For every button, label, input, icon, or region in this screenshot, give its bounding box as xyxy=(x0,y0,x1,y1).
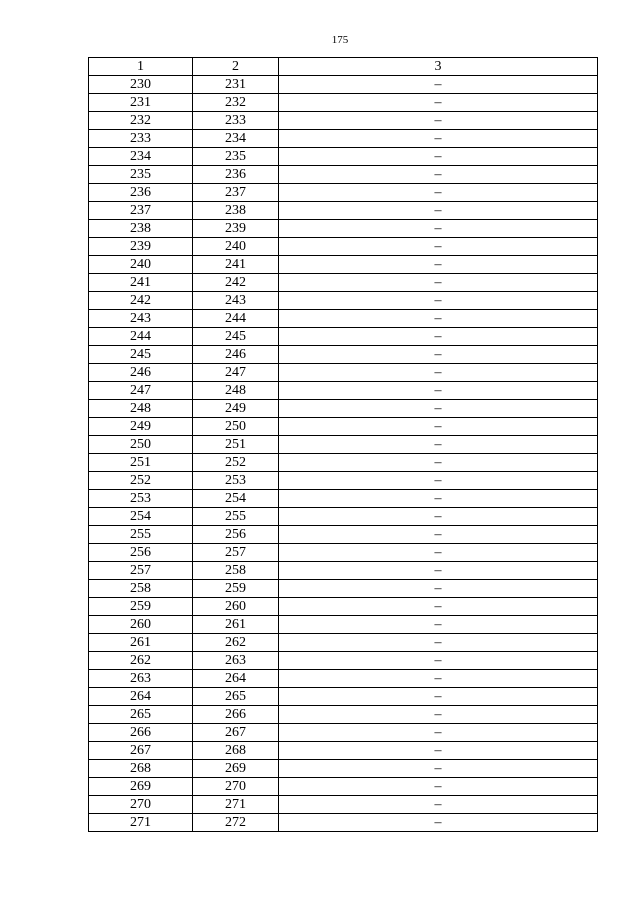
table-row xyxy=(89,814,598,832)
table-row xyxy=(89,796,598,814)
table-row xyxy=(89,94,598,112)
table-cell: – xyxy=(279,274,598,292)
table-row xyxy=(89,472,598,490)
table-cell: 265 xyxy=(193,688,279,706)
table-cell: 269 xyxy=(89,778,193,796)
table-cell: 263 xyxy=(193,652,279,670)
table-cell: 232 xyxy=(193,94,279,112)
table-cell: 232 xyxy=(89,112,193,130)
table-cell: 237 xyxy=(89,202,193,220)
table-cell: – xyxy=(279,526,598,544)
table-cell: 263 xyxy=(89,670,193,688)
table-row xyxy=(89,328,598,346)
table-row xyxy=(89,112,598,130)
table-cell: 259 xyxy=(89,598,193,616)
table-cell: – xyxy=(279,202,598,220)
table-cell: 251 xyxy=(89,454,193,472)
table-row xyxy=(89,544,598,562)
table-cell: 233 xyxy=(193,112,279,130)
table-cell: 271 xyxy=(89,814,193,832)
table-cell: 236 xyxy=(193,166,279,184)
table-row xyxy=(89,346,598,364)
table-row xyxy=(89,238,598,256)
table-cell: 231 xyxy=(193,76,279,94)
table-cell: – xyxy=(279,706,598,724)
table-row xyxy=(89,130,598,148)
table-row xyxy=(89,688,598,706)
table-cell: – xyxy=(279,580,598,598)
table-cell: 239 xyxy=(193,220,279,238)
table-row xyxy=(89,778,598,796)
table-row xyxy=(89,166,598,184)
table-cell: 242 xyxy=(89,292,193,310)
table-cell: 252 xyxy=(89,472,193,490)
table-cell: 238 xyxy=(193,202,279,220)
table-row xyxy=(89,382,598,400)
table-row xyxy=(89,724,598,742)
table-cell: 239 xyxy=(89,238,193,256)
table-cell: 233 xyxy=(89,130,193,148)
table-cell: 247 xyxy=(193,364,279,382)
table-cell: 258 xyxy=(193,562,279,580)
table-cell: – xyxy=(279,364,598,382)
table-row xyxy=(89,508,598,526)
table-cell: – xyxy=(279,400,598,418)
table-cell: 245 xyxy=(193,328,279,346)
table-cell: 250 xyxy=(193,418,279,436)
table-cell: 242 xyxy=(193,274,279,292)
table-cell: 260 xyxy=(89,616,193,634)
table-cell: 261 xyxy=(89,634,193,652)
table-row xyxy=(89,418,598,436)
data-table xyxy=(88,57,598,832)
table-cell: – xyxy=(279,688,598,706)
table-cell: 241 xyxy=(193,256,279,274)
table-row xyxy=(89,310,598,328)
table-row xyxy=(89,274,598,292)
table-cell: – xyxy=(279,778,598,796)
table-cell: – xyxy=(279,76,598,94)
table-cell: – xyxy=(279,418,598,436)
table-cell: 248 xyxy=(193,382,279,400)
table-cell: – xyxy=(279,742,598,760)
table-cell: 252 xyxy=(193,454,279,472)
table-row xyxy=(89,76,598,94)
table-cell: 254 xyxy=(193,490,279,508)
table-row xyxy=(89,526,598,544)
table-cell: – xyxy=(279,814,598,832)
table-cell: 248 xyxy=(89,400,193,418)
table-row xyxy=(89,598,598,616)
table-cell: 268 xyxy=(193,742,279,760)
table-cell: – xyxy=(279,490,598,508)
table-row xyxy=(89,490,598,508)
table-cell: 251 xyxy=(193,436,279,454)
table-cell: 235 xyxy=(89,166,193,184)
table-cell: – xyxy=(279,148,598,166)
table-row xyxy=(89,760,598,778)
table-row xyxy=(89,454,598,472)
table-cell: – xyxy=(279,220,598,238)
table-cell: 244 xyxy=(193,310,279,328)
table-cell: – xyxy=(279,598,598,616)
table-cell: 253 xyxy=(193,472,279,490)
table-row xyxy=(89,634,598,652)
column-header: 1 xyxy=(89,58,193,76)
table-row xyxy=(89,148,598,166)
table-cell: 266 xyxy=(193,706,279,724)
table-cell: 237 xyxy=(193,184,279,202)
table-cell: – xyxy=(279,256,598,274)
table-cell: – xyxy=(279,130,598,148)
table-cell: – xyxy=(279,634,598,652)
table-cell: – xyxy=(279,760,598,778)
table-cell: 268 xyxy=(89,760,193,778)
table-cell: 249 xyxy=(193,400,279,418)
table-row xyxy=(89,436,598,454)
table-row xyxy=(89,706,598,724)
table-cell: 253 xyxy=(89,490,193,508)
table-row xyxy=(89,292,598,310)
table-row xyxy=(89,580,598,598)
table-cell: 255 xyxy=(89,526,193,544)
table-cell: 231 xyxy=(89,94,193,112)
table-cell: – xyxy=(279,472,598,490)
table-row xyxy=(89,184,598,202)
table-cell: 265 xyxy=(89,706,193,724)
table-cell: – xyxy=(279,310,598,328)
table-cell: – xyxy=(279,670,598,688)
table-row xyxy=(89,400,598,418)
table-cell: 264 xyxy=(193,670,279,688)
table-cell: 245 xyxy=(89,346,193,364)
table-cell: 267 xyxy=(193,724,279,742)
table-cell: 254 xyxy=(89,508,193,526)
table-cell: 234 xyxy=(193,130,279,148)
table-cell: – xyxy=(279,436,598,454)
table-cell: 241 xyxy=(89,274,193,292)
table-cell: 270 xyxy=(89,796,193,814)
table-cell: 243 xyxy=(89,310,193,328)
table-cell: 266 xyxy=(89,724,193,742)
table-cell: – xyxy=(279,328,598,346)
table-cell: 235 xyxy=(193,148,279,166)
table-cell: – xyxy=(279,508,598,526)
table-cell: 262 xyxy=(193,634,279,652)
table-row xyxy=(89,616,598,634)
table-cell: 271 xyxy=(193,796,279,814)
table-cell: – xyxy=(279,616,598,634)
table-cell: – xyxy=(279,796,598,814)
table-row xyxy=(89,562,598,580)
table-row xyxy=(89,364,598,382)
table-cell: 256 xyxy=(193,526,279,544)
table-cell: – xyxy=(279,94,598,112)
table-row xyxy=(89,202,598,220)
table-cell: – xyxy=(279,454,598,472)
table-cell: 230 xyxy=(89,76,193,94)
table-cell: – xyxy=(279,652,598,670)
table-cell: 267 xyxy=(89,742,193,760)
table-header-row xyxy=(89,58,598,76)
table-row xyxy=(89,220,598,238)
column-header: 2 xyxy=(193,58,279,76)
table-cell: 269 xyxy=(193,760,279,778)
table-cell: – xyxy=(279,544,598,562)
table-cell: – xyxy=(279,238,598,256)
table-cell: 257 xyxy=(89,562,193,580)
column-header: 3 xyxy=(279,58,598,76)
table-cell: 259 xyxy=(193,580,279,598)
table-cell: 250 xyxy=(89,436,193,454)
table-cell: 262 xyxy=(89,652,193,670)
table-row xyxy=(89,670,598,688)
table-cell: 247 xyxy=(89,382,193,400)
table-cell: – xyxy=(279,112,598,130)
table-cell: 244 xyxy=(89,328,193,346)
table-row xyxy=(89,742,598,760)
table-cell: 256 xyxy=(89,544,193,562)
table-cell: 246 xyxy=(193,346,279,364)
table-cell: 258 xyxy=(89,580,193,598)
table-cell: 260 xyxy=(193,598,279,616)
table-row xyxy=(89,652,598,670)
table-cell: 236 xyxy=(89,184,193,202)
table-cell: – xyxy=(279,184,598,202)
table-cell: 249 xyxy=(89,418,193,436)
table-cell: 238 xyxy=(89,220,193,238)
table-cell: – xyxy=(279,562,598,580)
table-cell: – xyxy=(279,346,598,364)
table-cell: 240 xyxy=(193,238,279,256)
table-cell: 257 xyxy=(193,544,279,562)
table-cell: – xyxy=(279,382,598,400)
table-cell: 272 xyxy=(193,814,279,832)
page-number: 175 xyxy=(331,34,349,46)
table-cell: 264 xyxy=(89,688,193,706)
table-cell: 234 xyxy=(89,148,193,166)
table-cell: 240 xyxy=(89,256,193,274)
table-cell: 243 xyxy=(193,292,279,310)
table-cell: 261 xyxy=(193,616,279,634)
table-cell: – xyxy=(279,724,598,742)
table-cell: 270 xyxy=(193,778,279,796)
table-cell: 246 xyxy=(89,364,193,382)
table-cell: 255 xyxy=(193,508,279,526)
table-row xyxy=(89,256,598,274)
table-cell: – xyxy=(279,166,598,184)
table-cell: – xyxy=(279,292,598,310)
